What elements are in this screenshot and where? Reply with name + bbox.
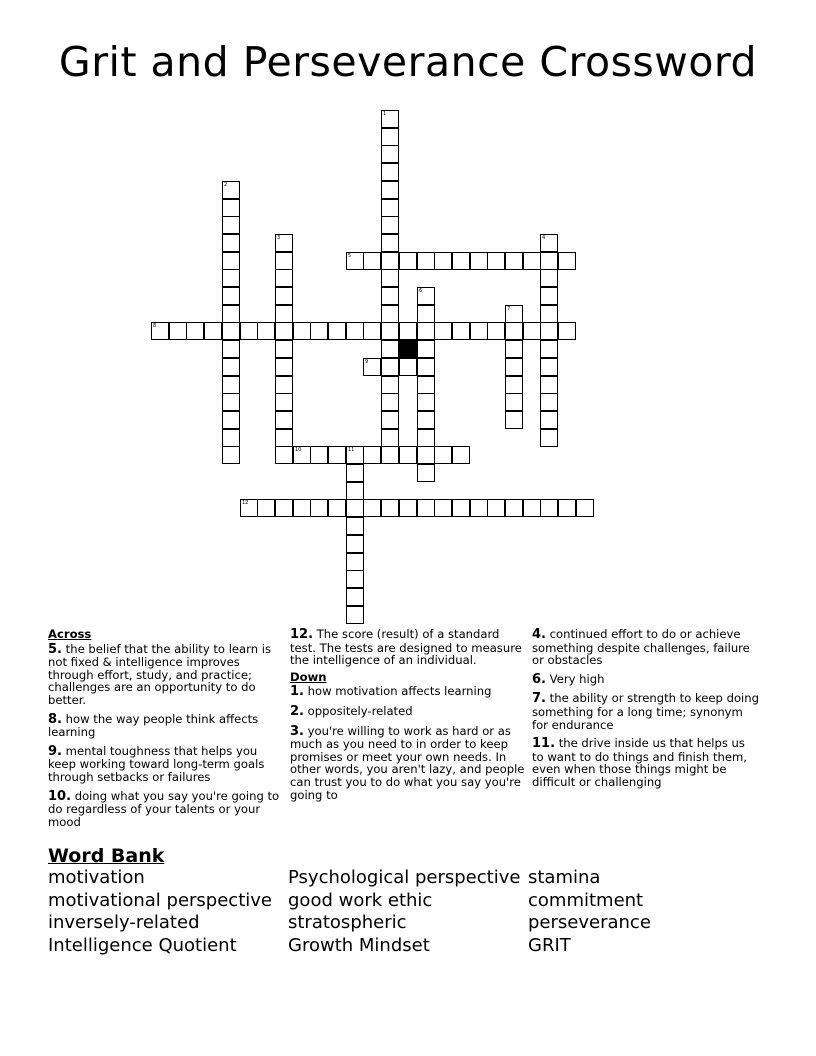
grid-cell[interactable]	[186, 322, 204, 340]
grid-cell[interactable]	[417, 376, 435, 394]
clue-number: 11	[348, 447, 355, 453]
grid-cell[interactable]	[222, 411, 240, 429]
grid-cell[interactable]	[222, 216, 240, 234]
word-bank-item: inversely-related	[48, 912, 200, 933]
grid-cell[interactable]	[452, 322, 470, 340]
grid-cell[interactable]	[275, 305, 293, 323]
word-bank-column-2	[288, 867, 520, 957]
word-bank-item: stratospheric	[288, 912, 407, 933]
clue-across-8: 8. how the way people think affects learning	[48, 711, 259, 740]
grid-cell[interactable]	[417, 287, 435, 305]
clues-column-1	[48, 628, 280, 834]
grid-cell[interactable]	[505, 340, 523, 358]
grid-cell[interactable]	[487, 499, 505, 517]
grid-cell[interactable]	[505, 322, 523, 340]
grid-cell[interactable]	[523, 252, 541, 270]
clue-down-11: 11. the drive inside us that helps us to want to do things and finish them, even when those things might be difficult or challenging	[532, 736, 747, 789]
grid-cell[interactable]	[434, 446, 452, 464]
grid-cell[interactable]	[293, 446, 311, 464]
grid-cell[interactable]	[381, 499, 399, 517]
grid-cell[interactable]	[417, 305, 435, 323]
grid-cell[interactable]	[346, 464, 364, 482]
grid-cell[interactable]	[381, 128, 399, 146]
across-header: Across	[48, 627, 92, 641]
grid-cell[interactable]	[558, 499, 576, 517]
grid-cell[interactable]	[275, 340, 293, 358]
grid-cell[interactable]	[540, 269, 558, 287]
word-bank-item: GRIT	[528, 934, 571, 956]
grid-cell[interactable]	[275, 411, 293, 429]
clue-number: 8	[153, 323, 157, 329]
clue-down-1: 1. how motivation affects learning	[290, 684, 492, 700]
grid-cell[interactable]	[505, 305, 523, 323]
clue-down-7: 7. the ability or strength to keep doing something for a long time; synonym for endurance	[532, 691, 759, 732]
grid-cell[interactable]	[204, 322, 222, 340]
page-title: Grit and Perseverance Crossword	[58, 38, 758, 86]
clue-number: 9	[365, 359, 369, 365]
grid-cell[interactable]	[399, 322, 417, 340]
grid-cell[interactable]	[540, 358, 558, 376]
grid-cell[interactable]	[470, 499, 488, 517]
grid-cell[interactable]	[381, 411, 399, 429]
grid-cell[interactable]	[240, 322, 258, 340]
grid-cell[interactable]	[222, 358, 240, 376]
grid-cell[interactable]	[470, 322, 488, 340]
grid-cell[interactable]	[293, 499, 311, 517]
grid-cell[interactable]	[310, 499, 328, 517]
grid-cell[interactable]	[346, 482, 364, 500]
grid-cell[interactable]	[363, 252, 381, 270]
grid-cell[interactable]	[540, 376, 558, 394]
grid-cell[interactable]	[346, 570, 364, 588]
grid-cell[interactable]	[381, 216, 399, 234]
grid-cell[interactable]	[399, 358, 417, 376]
grid-cell[interactable]	[417, 358, 435, 376]
grid-cell[interactable]	[381, 287, 399, 305]
word-bank-item: motivation	[48, 867, 145, 888]
word-bank-item: Growth Mindset	[288, 934, 430, 956]
grid-cell[interactable]	[487, 322, 505, 340]
grid-cell[interactable]	[275, 499, 293, 517]
grid-cell[interactable]	[540, 252, 558, 270]
grid-cell[interactable]	[222, 340, 240, 358]
grid-cell[interactable]	[222, 376, 240, 394]
grid-cell[interactable]	[417, 464, 435, 482]
grid-cell[interactable]	[293, 322, 311, 340]
grid-cell[interactable]	[434, 322, 452, 340]
grid-cell[interactable]	[222, 446, 240, 464]
grid-cell[interactable]	[381, 234, 399, 252]
grid-cell[interactable]	[540, 499, 558, 517]
grid-cell[interactable]	[346, 252, 364, 270]
grid-cell[interactable]	[381, 322, 399, 340]
grid-cell[interactable]	[275, 234, 293, 252]
grid-cell[interactable]	[452, 252, 470, 270]
grid-cell[interactable]	[417, 446, 435, 464]
grid-cell[interactable]	[417, 340, 435, 358]
clues-column-2	[290, 628, 525, 807]
grid-cell[interactable]	[222, 287, 240, 305]
grid-cell[interactable]	[346, 322, 364, 340]
grid-cell[interactable]	[399, 446, 417, 464]
grid-cell[interactable]	[275, 322, 293, 340]
grid-cell[interactable]	[275, 446, 293, 464]
grid-cell[interactable]	[540, 287, 558, 305]
grid-cell[interactable]	[381, 252, 399, 270]
clue-across-9: 9. mental toughness that helps you keep working toward long-term goals through setbacks or failures	[48, 743, 265, 784]
grid-cell[interactable]	[346, 517, 364, 535]
clues-column-3	[532, 628, 760, 795]
grid-cell[interactable]	[381, 199, 399, 217]
grid-cell[interactable]	[275, 252, 293, 270]
grid-cell[interactable]	[346, 588, 364, 606]
grid-cell[interactable]	[363, 358, 381, 376]
down-header: Down	[290, 669, 327, 684]
word-bank-item: Psychological perspective	[288, 867, 521, 888]
grid-cell[interactable]	[363, 499, 381, 517]
grid-cell[interactable]	[417, 411, 435, 429]
grid-cell[interactable]	[381, 305, 399, 323]
word-bank-item: good work ethic	[288, 889, 433, 911]
clue-down-6: 6. Very high	[532, 671, 605, 687]
grid-cell[interactable]	[505, 376, 523, 394]
grid-cell[interactable]	[558, 252, 576, 270]
grid-cell[interactable]	[434, 252, 452, 270]
grid-cell[interactable]	[240, 499, 258, 517]
grid-cell[interactable]	[540, 411, 558, 429]
grid-cell[interactable]	[417, 252, 435, 270]
grid-cell[interactable]	[222, 234, 240, 252]
grid-cell[interactable]	[275, 429, 293, 447]
grid-cell[interactable]	[346, 606, 364, 624]
clue-down-2: 2. oppositely-related	[290, 703, 413, 719]
grid-cell[interactable]	[576, 499, 594, 517]
word-bank-item: commitment	[528, 889, 644, 911]
grid-cell[interactable]	[540, 322, 558, 340]
word-bank-column-3	[528, 867, 651, 957]
grid-cell[interactable]	[346, 535, 364, 553]
word-bank-column-1	[48, 867, 272, 957]
grid-cell[interactable]	[222, 181, 240, 199]
grid-cell[interactable]	[381, 429, 399, 447]
grid-cell[interactable]	[328, 322, 346, 340]
clue-number: 4	[542, 235, 546, 241]
grid-cell[interactable]	[505, 393, 523, 411]
grid-cell[interactable]	[381, 376, 399, 394]
grid-cell[interactable]	[169, 322, 187, 340]
clue-across-5: 5. the belief that the ability to learn is not fixed & intelligence improves through effort, study, and practice; challenges are an opportunity to do better.	[48, 641, 272, 707]
grid-cell[interactable]	[540, 305, 558, 323]
grid-cell[interactable]	[151, 322, 169, 340]
grid-cell[interactable]	[275, 393, 293, 411]
grid-cell[interactable]	[346, 553, 364, 571]
grid-cell[interactable]	[363, 322, 381, 340]
clue-across-12: 12. The score (result) of a standard test. The tests are designed to measure the intelligence of an individual.	[290, 627, 522, 668]
clue-number: 6	[419, 288, 423, 294]
grid-cell[interactable]	[222, 252, 240, 270]
grid-cell[interactable]	[523, 499, 541, 517]
grid-cell[interactable]	[523, 322, 541, 340]
grid-cell[interactable]	[346, 446, 364, 464]
grid-cell[interactable]	[310, 322, 328, 340]
grid-cell[interactable]	[558, 322, 576, 340]
clue-number: 3	[277, 235, 281, 241]
grid-cell[interactable]	[505, 358, 523, 376]
grid-cell[interactable]	[275, 287, 293, 305]
word-bank-item: perseverance	[528, 912, 651, 933]
grid-cell[interactable]	[381, 181, 399, 199]
grid-cell[interactable]	[275, 376, 293, 394]
grid-cell[interactable]	[452, 446, 470, 464]
grid-cell[interactable]	[222, 393, 240, 411]
grid-cell[interactable]	[275, 358, 293, 376]
grid-cell[interactable]	[222, 199, 240, 217]
black-cell	[399, 340, 417, 358]
grid-cell[interactable]	[540, 340, 558, 358]
grid-cell[interactable]	[417, 393, 435, 411]
grid-cell[interactable]	[417, 429, 435, 447]
clue-number: 7	[507, 306, 511, 312]
grid-cell[interactable]	[505, 411, 523, 429]
grid-cell[interactable]	[381, 340, 399, 358]
grid-cell[interactable]	[222, 429, 240, 447]
grid-cell[interactable]	[257, 322, 275, 340]
clue-number: 12	[242, 500, 249, 506]
word-bank-item: motivational perspective	[48, 889, 272, 911]
word-bank-item: stamina	[528, 867, 601, 888]
grid-cell[interactable]	[470, 252, 488, 270]
clue-number: 1	[383, 111, 387, 117]
grid-cell[interactable]	[381, 446, 399, 464]
grid-cell[interactable]	[505, 499, 523, 517]
grid-cell[interactable]	[434, 499, 452, 517]
grid-cell[interactable]	[381, 358, 399, 376]
grid-cell[interactable]	[222, 305, 240, 323]
word-bank-title: Word Bank	[48, 845, 165, 867]
grid-cell[interactable]	[381, 393, 399, 411]
grid-cell[interactable]	[399, 499, 417, 517]
grid-cell[interactable]	[222, 322, 240, 340]
grid-cell[interactable]	[328, 499, 346, 517]
grid-cell[interactable]	[222, 269, 240, 287]
grid-cell[interactable]	[540, 429, 558, 447]
grid-cell[interactable]	[381, 163, 399, 181]
clue-number: 2	[224, 182, 228, 188]
grid-cell[interactable]	[381, 145, 399, 163]
grid-cell[interactable]	[257, 499, 275, 517]
grid-cell[interactable]	[346, 499, 364, 517]
grid-cell[interactable]	[328, 446, 346, 464]
grid-cell[interactable]	[540, 234, 558, 252]
clue-across-10: 10. doing what you say you're going to do regardless of your talents or your mood	[48, 788, 280, 829]
grid-cell[interactable]	[399, 252, 417, 270]
word-bank-item: Intelligence Quotient	[48, 934, 237, 956]
grid-cell[interactable]	[381, 110, 399, 128]
grid-cell[interactable]	[487, 252, 505, 270]
grid-cell[interactable]	[381, 269, 399, 287]
grid-cell[interactable]	[417, 322, 435, 340]
grid-cell[interactable]	[310, 446, 328, 464]
grid-cell[interactable]	[417, 499, 435, 517]
clue-number: 10	[295, 447, 302, 453]
grid-cell[interactable]	[540, 393, 558, 411]
clue-down-3: 3. you're willing to work as hard or as much as you need to in order to keep promises or meet your own needs. In other words, you aren't lazy, and people can trust you to do what you say you're going to	[290, 723, 525, 802]
grid-cell[interactable]	[505, 252, 523, 270]
clue-down-4: 4. continued effort to do or achieve something despite challenges, failure or obstacles	[532, 627, 750, 668]
grid-cell[interactable]	[363, 446, 381, 464]
grid-cell[interactable]	[452, 499, 470, 517]
grid-cell[interactable]	[275, 269, 293, 287]
clue-number: 5	[348, 253, 352, 259]
